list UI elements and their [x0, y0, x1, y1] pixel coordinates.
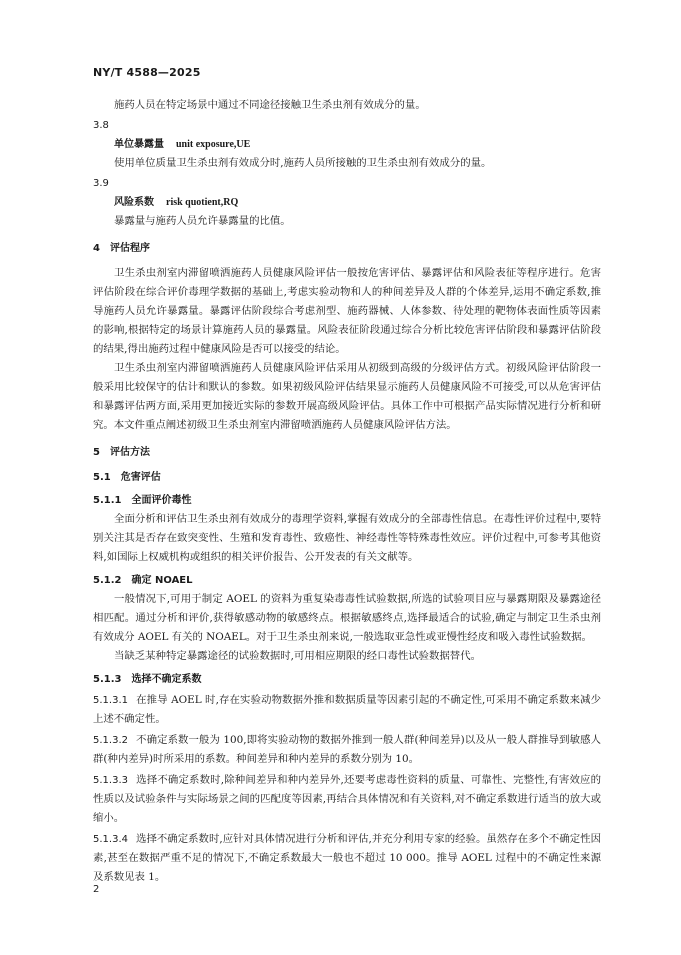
- subsection-number: 5.1.2: [93, 575, 122, 586]
- subsection-5-1-2-paragraph-2: 当缺乏某种特定暴露途径的试验数据时,可用相应期限的经口毒性试验数据替代。: [114, 650, 481, 662]
- section-number: 4: [93, 243, 100, 254]
- term-title: [93, 193, 601, 212]
- term-title: [93, 135, 601, 154]
- clause-number: 5.1.3.3: [93, 775, 128, 786]
- section-5-heading: [93, 443, 601, 462]
- section-title: 评估方法: [109, 447, 150, 458]
- clause-text: 在推导 AOEL 时,存在实验动物数据外推和数据质量等因素引起的不确定性,可采用不确定系数来减少上述不确定性。: [93, 694, 601, 725]
- clause-text: 不确定系数一般为 100,即将实验动物的数据外推到一般人群(种间差异)以及从一般人群推导到敏感人群(种内差异)时所采用的系数。种间差异和种内差异的系数分别为 10。: [93, 734, 601, 765]
- subsection-number: 5.1: [93, 472, 111, 483]
- section-4-paragraph-2: 卫生杀虫剂室内滞留喷洒施药人员健康风险评估采用从初级到高级的分级评估方式。初级风险评估阶段一般采用比较保守的估计和默认的参数。如果初级风险评估结果显示施药人员健康风险不可接受,可以从危害评估和暴露评估两方面,采用更加接近实际的参数开展高级风险评估。具体工作中可根据产品实际情况进行分析和研究。本文件重点阐述初级卫生杀虫剂室内滞留喷洒施药人员健康风险评估方法。: [93, 362, 601, 431]
- term-en: unit exposure,UE: [176, 139, 251, 150]
- section-4-heading: [93, 239, 601, 258]
- term-number: 3.8: [93, 120, 109, 131]
- term-definition: 使用单位质量卫生杀虫剂有效成分时,施药人员所接触的卫生杀虫剂有效成分的量。: [114, 157, 492, 169]
- clause-item: [93, 771, 601, 828]
- term-definition: 暴露量与施药人员允许暴露量的比值。: [114, 215, 291, 227]
- subsection-5-1-2-heading: [93, 571, 601, 590]
- subsection-5-1-2-paragraph-1: 一般情况下,可用于制定 AOEL 的资料为重复染毒毒性试验数据,所选的试验项目应与暴露期限及暴露途径相匹配。通过分析和评价,获得敏感动物的敏感终点。根据敏感终点,选择最适合的试验,确定与制定卫生杀虫剂有效成分 AOEL 有关的 NOAEL。对于卫生杀虫剂来说,一般选取亚急性或亚慢性经皮和吸入毒性试验数据。: [93, 593, 601, 643]
- page-number: 2: [93, 884, 100, 895]
- clause-number: 5.1.3.1: [93, 695, 128, 706]
- term-cn: 单位暴露量: [114, 139, 164, 150]
- clause-number: 5.1.3.4: [93, 834, 128, 845]
- clause-item: [93, 691, 601, 729]
- standard-code-header: NY/T 4588—2025: [93, 66, 201, 79]
- clause-text: 选择不确定系数时,除种间差异和种内差异外,还要考虑毒性资料的质量、可靠性、完整性,有害效应的性质以及试验条件与实际场景之间的匹配度等因素,再结合具体情况和有关资料,对不确定系数进行适当的放大或缩小。: [93, 774, 601, 824]
- subsection-title: 确定 NOAEL: [131, 575, 193, 586]
- subsection-5-1-heading: [93, 468, 601, 487]
- subsection-5-1-1-heading: [93, 491, 601, 510]
- section-4-paragraph-1: 卫生杀虫剂室内滞留喷洒施药人员健康风险评估一般按危害评估、暴露评估和风险表征等程序进行。危害评估阶段在综合评价毒理学数据的基础上,考虑实验动物和人的种间差异及人群的个体差异,运用不确定系数,推导施药人员允许暴露量。暴露评估阶段综合考虑剂型、施药器械、人体参数、待处理的靶物体表面性质等因素的影响,根据特定的场景计算施药人员的暴露量。风险表征阶段通过综合分析比较危害评估阶段和暴露评估阶段的结果,得出施药过程中健康风险是否可以接受的结论。: [93, 267, 601, 355]
- clause-text: 选择不确定系数时,应针对具体情况进行分析和评估,并充分利用专家的经验。虽然存在多个不确定性因素,甚至在数据严重不足的情况下,不确定系数最大一般也不超过 10 000。推导 AOEL 过程中的不确定性来源及系数见表 1。: [93, 833, 601, 883]
- term-en: risk quotient,RQ: [166, 197, 239, 208]
- page-content: [93, 96, 601, 887]
- subsection-5-1-1-paragraph: 全面分析和评估卫生杀虫剂有效成分的毒理学资料,掌握有效成分的全部毒性信息。在毒性评价过程中,要特别关注其是否存在致突变性、生殖和发育毒性、致癌性、神经毒性等特殊毒性效应。评价过程中,可参考其他资料,如国际上权威机构或组织的相关评价报告、公开发表的有关文献等。: [93, 513, 601, 563]
- section-number: 5: [93, 447, 100, 458]
- intro-paragraph: 施药人员在特定场景中通过不同途径接触卫生杀虫剂有效成分的量。: [114, 99, 426, 111]
- clause-item: [93, 731, 601, 769]
- term-number: 3.9: [93, 178, 109, 189]
- term-cn: 风险系数: [114, 197, 154, 208]
- subsection-title: 全面评价毒性: [131, 495, 192, 506]
- clause-item: [93, 830, 601, 887]
- subsection-title: 选择不确定系数: [131, 674, 202, 685]
- subsection-number: 5.1.1: [93, 495, 122, 506]
- section-title: 评估程序: [109, 243, 150, 254]
- subsection-title: 危害评估: [120, 472, 161, 483]
- clause-number: 5.1.3.2: [93, 735, 128, 746]
- subsection-5-1-3-heading: [93, 670, 601, 689]
- subsection-number: 5.1.3: [93, 674, 122, 685]
